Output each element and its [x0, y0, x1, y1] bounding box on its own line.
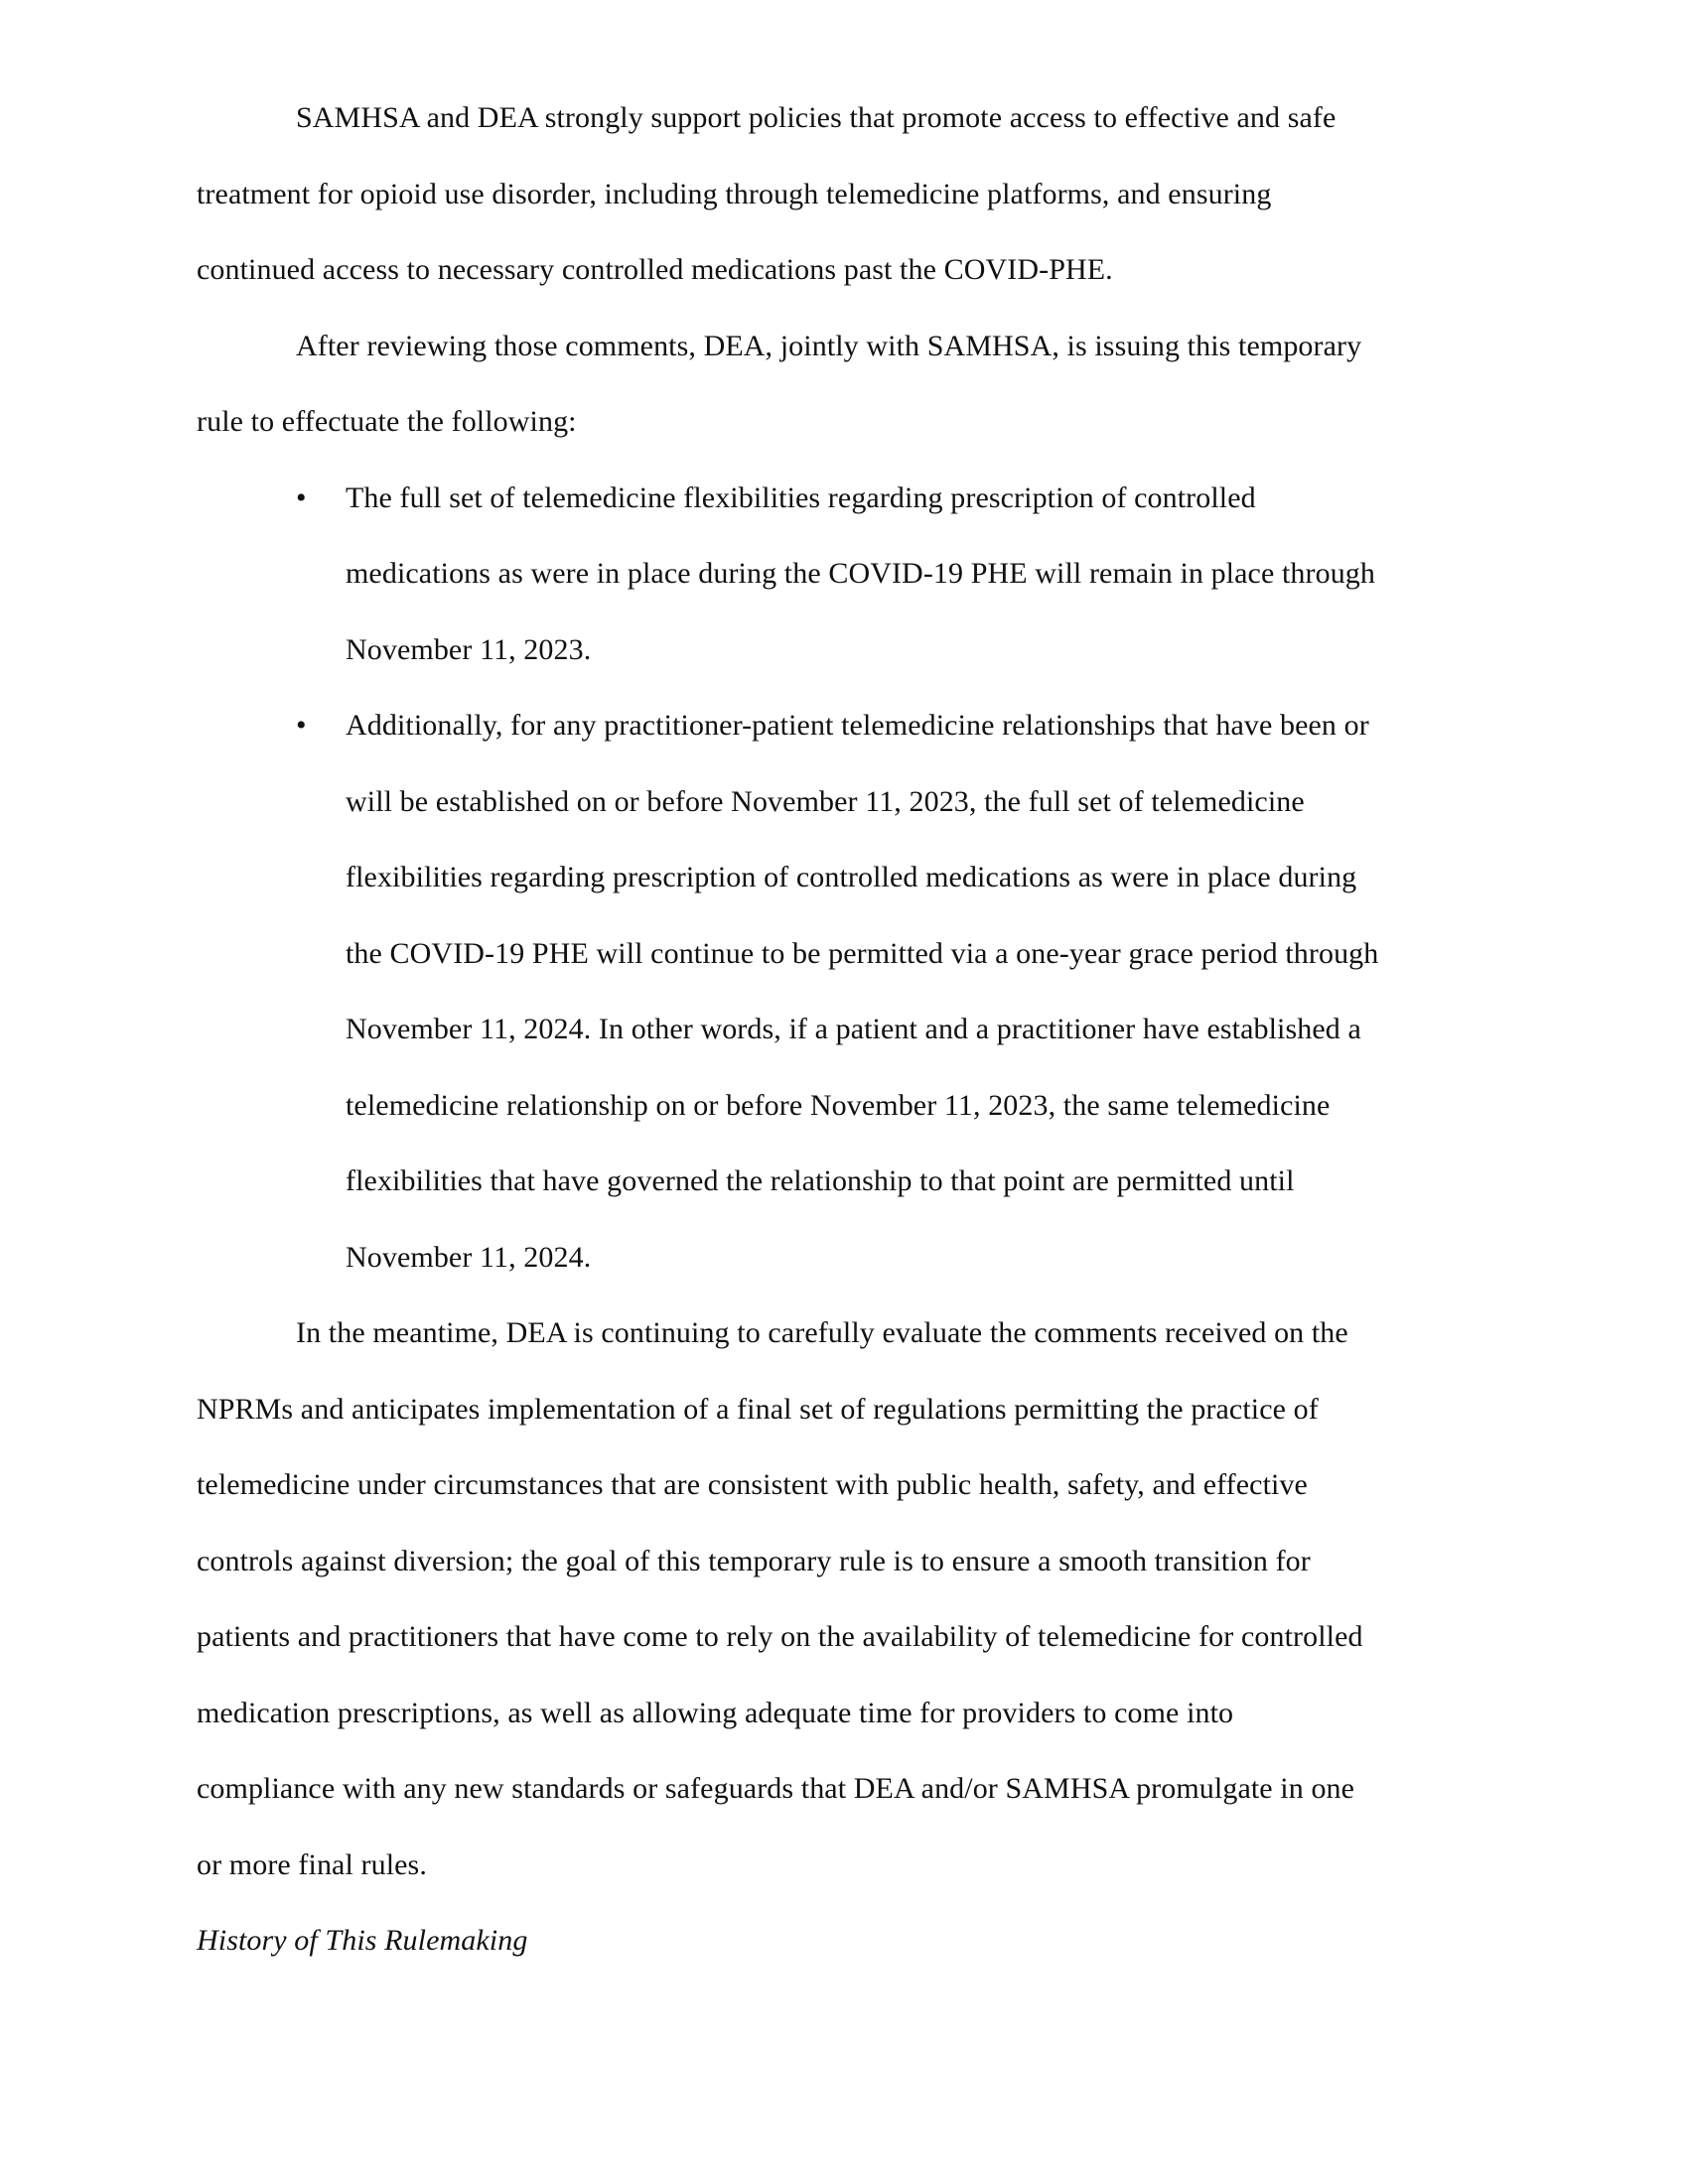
bullet-2-line-8: November 11, 2024.	[346, 1241, 592, 1274]
bullet-2-line-4: the COVID-19 PHE will continue to be permitted via a one-year grace period through	[346, 937, 1379, 970]
section-heading: History of This Rulemaking	[197, 1924, 528, 1957]
paragraph-1-line-1: SAMHSA and DEA strongly support policies that promote access to effective and safe	[296, 101, 1336, 134]
paragraph-3-line-5: patients and practitioners that have come to rely on the availability of telemedicine for controlled	[197, 1620, 1363, 1653]
bullet-1-marker: •	[296, 481, 307, 514]
bullet-1-line-3: November 11, 2023.	[346, 633, 592, 666]
bullet-2-line-7: flexibilities that have governed the relationship to that point are permitted until	[346, 1164, 1295, 1197]
bullet-2-line-1: Additionally, for any practitioner-patient telemedicine relationships that have been or	[346, 709, 1369, 742]
bullet-2-line-3: flexibilities regarding prescription of controlled medications as were in place during	[346, 861, 1357, 893]
paragraph-3-line-7: compliance with any new standards or safeguards that DEA and/or SAMHSA promulgate in one	[197, 1772, 1355, 1805]
paragraph-2-line-2: rule to effectuate the following:	[197, 405, 577, 438]
paragraph-3-line-4: controls against diversion; the goal of this temporary rule is to ensure a smooth transition for	[197, 1545, 1311, 1577]
bullet-2-line-6: telemedicine relationship on or before November 11, 2023, the same telemedicine	[346, 1089, 1331, 1122]
bullet-2-line-2: will be established on or before November 11, 2023, the full set of telemedicine	[346, 785, 1305, 818]
paragraph-3-line-3: telemedicine under circumstances that are consistent with public health, safety, and effective	[197, 1468, 1308, 1501]
bullet-1-line-1: The full set of telemedicine flexibilities regarding prescription of controlled	[346, 481, 1256, 514]
paragraph-3-line-8: or more final rules.	[197, 1848, 427, 1881]
paragraph-3-line-2: NPRMs and anticipates implementation of a final set of regulations permitting the practice of	[197, 1393, 1319, 1426]
bullet-2-line-5: November 11, 2024. In other words, if a patient and a practitioner have established a	[346, 1013, 1361, 1045]
bullet-2-marker: •	[296, 709, 307, 742]
paragraph-2-line-1: After reviewing those comments, DEA, jointly with SAMHSA, is issuing this temporary	[296, 330, 1362, 362]
paragraph-3-line-1: In the meantime, DEA is continuing to carefully evaluate the comments received on the	[296, 1316, 1348, 1349]
paragraph-1-line-2: treatment for opioid use disorder, including through telemedicine platforms, and ensuring	[197, 178, 1272, 210]
paragraph-1-line-3: continued access to necessary controlled medications past the COVID-PHE.	[197, 253, 1113, 286]
paragraph-3-line-6: medication prescriptions, as well as allowing adequate time for providers to come into	[197, 1697, 1234, 1729]
bullet-1-line-2: medications as were in place during the COVID-19 PHE will remain in place through	[346, 557, 1375, 590]
